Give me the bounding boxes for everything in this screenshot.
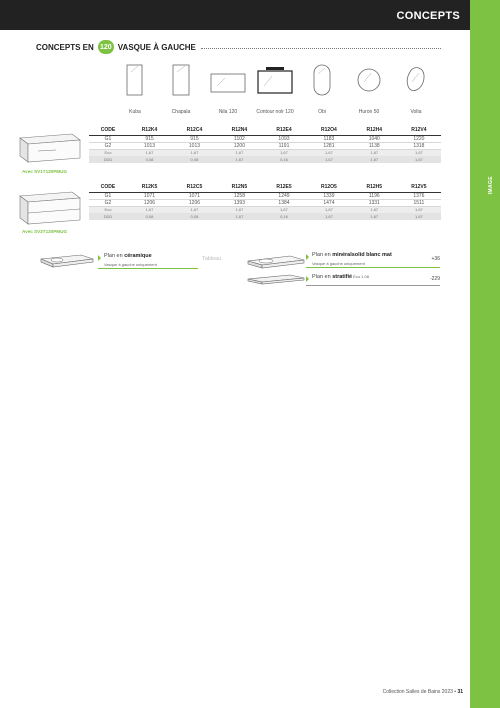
footer-separator: • — [452, 689, 458, 695]
price-table-1 — [89, 126, 441, 163]
table-cell: 1474 — [306, 199, 352, 206]
column-header: R12H5 — [352, 183, 397, 192]
table-cell: 1511 — [397, 199, 441, 206]
column-header: R12E4 — [262, 126, 306, 135]
table-cell: 1331 — [352, 199, 397, 206]
mirror-option[interactable] — [252, 60, 298, 118]
table-cell: 915 — [127, 135, 172, 142]
size-badge: 120 — [98, 40, 114, 54]
column-header: R12N4 — [217, 126, 262, 135]
page-number: 31 — [457, 689, 463, 695]
plan-rule — [306, 267, 440, 268]
table-cell: 0,16 — [262, 156, 306, 163]
column-header: R12E5 — [262, 183, 306, 192]
table-cell: DDD — [89, 156, 127, 163]
mirror-name: Chapala — [171, 109, 191, 115]
side-tab-label: IMAGE — [488, 176, 494, 195]
table-cell: 1013 — [172, 142, 217, 149]
column-header: CODE — [89, 183, 127, 192]
table-cell: 1206 — [172, 199, 217, 206]
side-tab — [470, 0, 500, 708]
table-cell: 1,67 — [217, 213, 262, 220]
tableau-label: Tableau — [202, 256, 222, 262]
product-label: Avec SV2T120PMUG — [22, 229, 68, 234]
table-cell: 1013 — [127, 142, 172, 149]
table-cell: 0,16 — [262, 213, 306, 220]
table-cell: G2 — [89, 142, 127, 149]
table-cell: 1,67 — [397, 206, 441, 213]
column-header: R12O4 — [306, 126, 352, 135]
table-row — [89, 213, 441, 220]
column-header: CODE — [89, 126, 127, 135]
plan-title: Plan en stratifié Éco 1.08 — [312, 274, 369, 280]
table-row — [89, 135, 441, 142]
table-cell: 1,67 — [306, 156, 352, 163]
arrow-icon — [306, 276, 309, 282]
plan-note: Vasque à gauche uniquement — [312, 261, 365, 266]
plan-stratifie[interactable] — [306, 274, 440, 286]
arrow-icon — [98, 255, 101, 261]
mirror-name: Kuba — [129, 109, 141, 115]
table-row — [89, 192, 441, 199]
plan-price: -229 — [429, 276, 440, 282]
table-cell: 1071 — [172, 192, 217, 199]
plan-range: Éco 1.08 — [352, 274, 369, 279]
column-header: R12V5 — [397, 183, 441, 192]
table-cell: 0,08 — [172, 156, 217, 163]
column-header: R12K4 — [127, 126, 172, 135]
table-cell: 1393 — [217, 199, 262, 206]
mirror-options — [112, 60, 440, 118]
product-label: Avec SV1T120PMUG — [22, 169, 68, 174]
plan-title: Plan en minéralsolid blanc mat — [312, 252, 392, 258]
page-footer — [383, 689, 463, 695]
rect-mirror-icon — [112, 60, 158, 108]
table-cell: 915 — [172, 135, 217, 142]
table-cell: 1,67 — [352, 206, 397, 213]
laminate-top-image — [244, 273, 308, 287]
section-title — [36, 40, 441, 54]
footer-collection: Collection Salles de Bains 2023 — [382, 689, 453, 695]
plan-title: Plan en céramique — [104, 253, 152, 259]
table-row — [89, 199, 441, 206]
table-cell: 0,08 — [172, 213, 217, 220]
vanity-unit-1-drawer-image — [16, 132, 82, 166]
plan-material: minéralsolid blanc mat — [332, 252, 392, 258]
table-cell: 1,67 — [217, 206, 262, 213]
oval-mirror-icon — [299, 60, 345, 108]
table-cell: 1249 — [262, 192, 306, 199]
table-cell: 1220 — [397, 135, 441, 142]
arrow-icon — [306, 254, 309, 260]
table-row — [89, 156, 441, 163]
table-cell: Eco — [89, 206, 127, 213]
table-cell: DDD — [89, 213, 127, 220]
table-cell: 1318 — [397, 142, 441, 149]
table-cell: 1339 — [306, 192, 352, 199]
dotted-leader — [201, 48, 441, 49]
table-cell: 1376 — [397, 192, 441, 199]
column-header: R12K5 — [127, 183, 172, 192]
mirror-name: Contour noir 120 — [256, 109, 294, 115]
section-title-prefix: CONCEPTS EN — [36, 42, 94, 52]
table-cell: G1 — [89, 135, 127, 142]
plan-material: stratifié — [332, 274, 353, 280]
price-table-2 — [89, 183, 441, 220]
plan-note: Vasque à gauche uniquement — [104, 262, 157, 267]
table-cell: 1196 — [352, 192, 397, 199]
table-cell: 1,67 — [217, 156, 262, 163]
plan-material: céramique — [124, 253, 152, 259]
table-cell: 1,67 — [262, 206, 306, 213]
mirror-name: Obi — [318, 109, 326, 115]
table-cell: 1071 — [127, 192, 172, 199]
table-cell: 1,67 — [306, 206, 352, 213]
lit-mirror-icon — [252, 60, 298, 108]
plan-ceramique[interactable] — [98, 253, 198, 269]
mirror-name: Huron 50 — [358, 109, 380, 115]
mirror-option[interactable] — [158, 60, 204, 118]
table-cell: 1,67 — [217, 149, 262, 156]
table-cell: 0,08 — [127, 156, 172, 163]
plan-mineralsolid[interactable] — [306, 252, 440, 268]
table-cell: 1384 — [262, 199, 306, 206]
vanity-unit-2-drawers-image — [16, 190, 82, 228]
table-row — [89, 142, 441, 149]
table-cell: 1,67 — [172, 149, 217, 156]
table-cell: Eco — [89, 149, 127, 156]
table-cell: G1 — [89, 192, 127, 199]
column-header: R12V4 — [397, 126, 441, 135]
section-title-suffix: VASQUE À GAUCHE — [117, 42, 196, 52]
table-cell: 0,08 — [127, 213, 172, 220]
mirror-name: Nila 120 — [218, 109, 238, 115]
table-cell: 1281 — [306, 142, 352, 149]
table-header-row — [89, 183, 441, 192]
table-cell: 1,67 — [352, 149, 397, 156]
table-cell: 1,67 — [262, 149, 306, 156]
plan-rule — [98, 268, 198, 269]
ceramic-top-image — [37, 253, 95, 273]
mirror-option[interactable] — [393, 60, 439, 118]
table-cell: 1093 — [262, 135, 306, 142]
table-cell: 1138 — [352, 142, 397, 149]
table-cell: 1,67 — [306, 149, 352, 156]
column-header: R12H4 — [352, 126, 397, 135]
table-cell: 1,67 — [352, 156, 397, 163]
rect-mirror-icon — [158, 60, 204, 108]
table-header-row — [89, 126, 441, 135]
mirror-name: Volta — [410, 109, 422, 115]
plan-price: +36 — [431, 256, 440, 262]
mineralsolid-top-image — [244, 253, 308, 273]
table-cell: 1,67 — [397, 213, 441, 220]
table-cell: 1200 — [217, 142, 262, 149]
table-cell: 1206 — [127, 199, 172, 206]
column-header: R12C5 — [172, 183, 217, 192]
table-cell: 1,67 — [352, 213, 397, 220]
table-cell: 1191 — [262, 142, 306, 149]
table-cell: 1,67 — [127, 206, 172, 213]
table-row — [89, 206, 441, 213]
table-cell: 1,67 — [306, 213, 352, 220]
table-cell: 1183 — [306, 135, 352, 142]
table-cell: 1040 — [352, 135, 397, 142]
column-header: R12C4 — [172, 126, 217, 135]
table-row — [89, 149, 441, 156]
table-cell: G2 — [89, 199, 127, 206]
wide-mirror-icon — [205, 60, 251, 108]
mirror-option[interactable] — [205, 60, 251, 118]
table-cell: 1258 — [217, 192, 262, 199]
table-cell: 1,67 — [127, 149, 172, 156]
plan-rule — [306, 285, 440, 286]
table-cell: 1102 — [217, 135, 262, 142]
table-cell: 1,67 — [397, 149, 441, 156]
round-mirror-icon — [346, 60, 392, 108]
mirror-option[interactable] — [299, 60, 345, 118]
organic-mirror-icon — [393, 60, 439, 108]
table-cell: 1,67 — [397, 156, 441, 163]
column-header: R12O5 — [306, 183, 352, 192]
page-header-title: CONCEPTS — [396, 10, 460, 22]
column-header: R12N5 — [217, 183, 262, 192]
mirror-option[interactable] — [346, 60, 392, 118]
table-cell: 1,67 — [172, 206, 217, 213]
